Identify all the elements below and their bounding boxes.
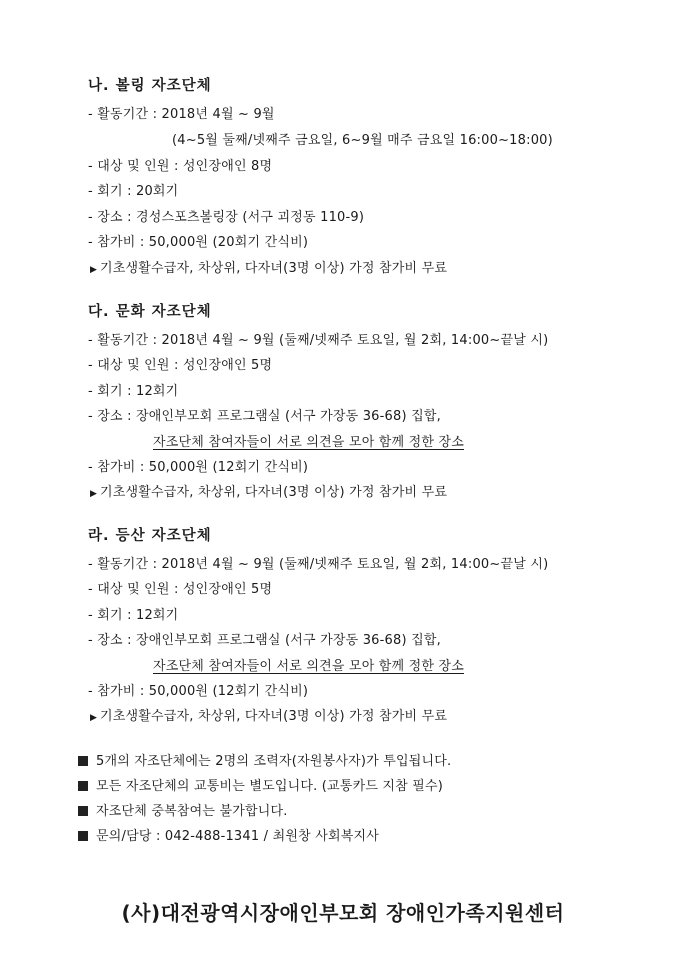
bowling-free-note-row <box>90 257 447 276</box>
section-heading-hiking: 라. 등산 자조단체 <box>88 528 212 544</box>
section-heading-bowling: 나. 볼링 자조단체 <box>88 78 212 94</box>
section-heading-culture: 다. 문화 자조단체 <box>88 304 212 320</box>
triangle-bullet-icon: ▶ <box>90 265 98 275</box>
bowling-target: - 대상 및 인원 : 성인장애인 8명 <box>88 159 273 174</box>
hiking-fee: - 참가비 : 50,000원 (12회기 간식비) <box>88 684 309 699</box>
bowling-period-detail: (4~5월 둘째/넷째주 금요일, 6~9월 매주 금요일 16:00~18:00) <box>172 133 553 148</box>
hiking-sessions: - 회기 : 12회기 <box>88 608 179 623</box>
bowling-free-note: 기초생활수급자, 차상위, 다자녀(3명 이상) 가정 참가비 무료 <box>100 261 448 276</box>
hiking-free-note: 기초생활수급자, 차상위, 다자녀(3명 이상) 가정 참가비 무료 <box>100 709 448 724</box>
triangle-bullet-icon: ▶ <box>90 489 98 499</box>
hiking-place: - 장소 : 장애인부모회 프로그램실 (서구 가장동 36-68) 집합, <box>88 633 441 648</box>
bowling-sessions: - 회기 : 20회기 <box>88 184 179 199</box>
bowling-fee: - 참가비 : 50,000원 (20회기 간식비) <box>88 235 309 250</box>
culture-free-note-row <box>90 481 447 500</box>
organization-footer: (사)대전광역시장애인부모회 장애인가족지원센터 <box>121 901 565 925</box>
culture-target: - 대상 및 인원 : 성인장애인 5명 <box>88 358 273 373</box>
culture-fee: - 참가비 : 50,000원 (12회기 간식비) <box>88 460 309 475</box>
bowling-place: - 장소 : 경성스포츠볼링장 (서구 괴정동 110-9) <box>88 210 365 225</box>
culture-place: - 장소 : 장애인부모회 프로그램실 (서구 가장동 36-68) 집합, <box>88 409 441 424</box>
square-bullet-icon <box>78 756 88 766</box>
triangle-bullet-icon: ▶ <box>90 713 98 723</box>
hiking-target: - 대상 및 인원 : 성인장애인 5명 <box>88 582 273 597</box>
culture-free-note: 기초생활수급자, 차상위, 다자녀(3명 이상) 가정 참가비 무료 <box>100 485 448 500</box>
culture-period: - 활동기간 : 2018년 4월 ~ 9월 (둘째/넷째주 토요일, 월 2회, 14:00~끝날 시) <box>88 333 549 348</box>
square-bullet-icon <box>78 806 88 816</box>
hiking-place-detail: 자조단체 참여자들이 서로 의견을 모아 함께 정한 장소 <box>153 659 465 674</box>
culture-place-detail: 자조단체 참여자들이 서로 의견을 모아 함께 정한 장소 <box>153 435 465 450</box>
square-bullet-icon <box>78 781 88 791</box>
hiking-free-note-row <box>90 705 447 724</box>
note-volunteers: 5개의 자조단체에는 2명의 조력자(자원봉사자)가 투입됩니다. <box>78 750 451 769</box>
note-contact: 문의/담당 : 042-488-1341 / 최원창 사회복지사 <box>78 825 379 844</box>
note-duplicate: 자조단체 중복참여는 불가합니다. <box>78 800 288 819</box>
square-bullet-icon <box>78 831 88 841</box>
note-transport: 모든 자조단체의 교통비는 별도입니다. (교통카드 지참 필수) <box>78 775 443 794</box>
bowling-period: - 활동기간 : 2018년 4월 ~ 9월 <box>88 107 275 122</box>
culture-sessions: - 회기 : 12회기 <box>88 384 179 399</box>
hiking-period: - 활동기간 : 2018년 4월 ~ 9월 (둘째/넷째주 토요일, 월 2회, 14:00~끝날 시) <box>88 557 549 572</box>
